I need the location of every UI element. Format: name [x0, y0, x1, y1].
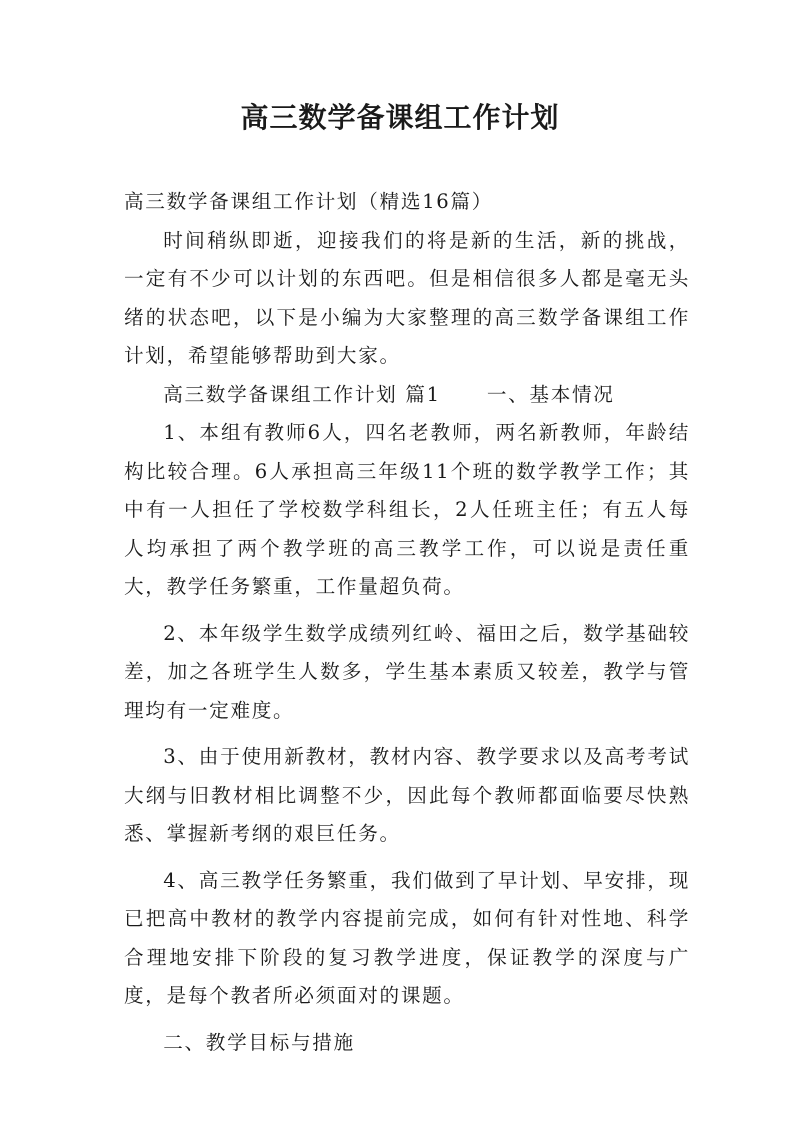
intro-paragraph: 时间稍纵即逝，迎接我们的将是新的生活，新的挑战，一定有不少可以计划的东西吧。但是相信很多人都是毫无头绪的状态吧，以下是小编为大家整理的高三数学备课组工作计划，希望能够帮助到大家。	[124, 228, 690, 367]
document-body	[124, 183, 690, 1062]
section-heading	[124, 376, 690, 415]
body-paragraph-2: 2、本年级学生数学成绩列红岭、福田之后，数学基础较差，加之各班学生人数多，学生基本素质又较差，教学与管理均有一定难度。	[124, 621, 690, 722]
body-paragraph-1: 1、本组有教师6人，四名老教师，两名新教师，年龄结构比较合理。6人承担高三年级11个班的数学教学工作；其中有一人担任了学校数学科组长，2人任班主任；有五人每人均承担了两个教学班的高三教学工作，可以说是责任重大，教学任务繁重，工作量超负荷。	[124, 421, 690, 598]
document-subtitle: 高三数学备课组工作计划（精选16篇）	[124, 190, 494, 213]
section-part-label: 高三数学备课组工作计划 篇1	[163, 382, 441, 406]
body-paragraph-4: 4、高三教学任务繁重，我们做到了早计划、早安排，现已把高中教材的教学内容提前完成，如何有针对性地、科学合理地安排下阶段的复习教学进度，保证教学的深度与广度，是每个教者所必须面对的课题。	[124, 868, 690, 1007]
document-title: 高三数学备课组工作计划	[240, 101, 560, 134]
section-sub-label: 一、基本情况	[486, 382, 615, 406]
next-section-heading: 二、教学目标与措施	[163, 1030, 355, 1054]
body-paragraph-3: 3、由于使用新教材，教材内容、教学要求以及高考考试大纲与旧教材相比调整不少，因此每个教师都面临要尽快熟悉、掌握新考纲的艰巨任务。	[124, 745, 690, 845]
